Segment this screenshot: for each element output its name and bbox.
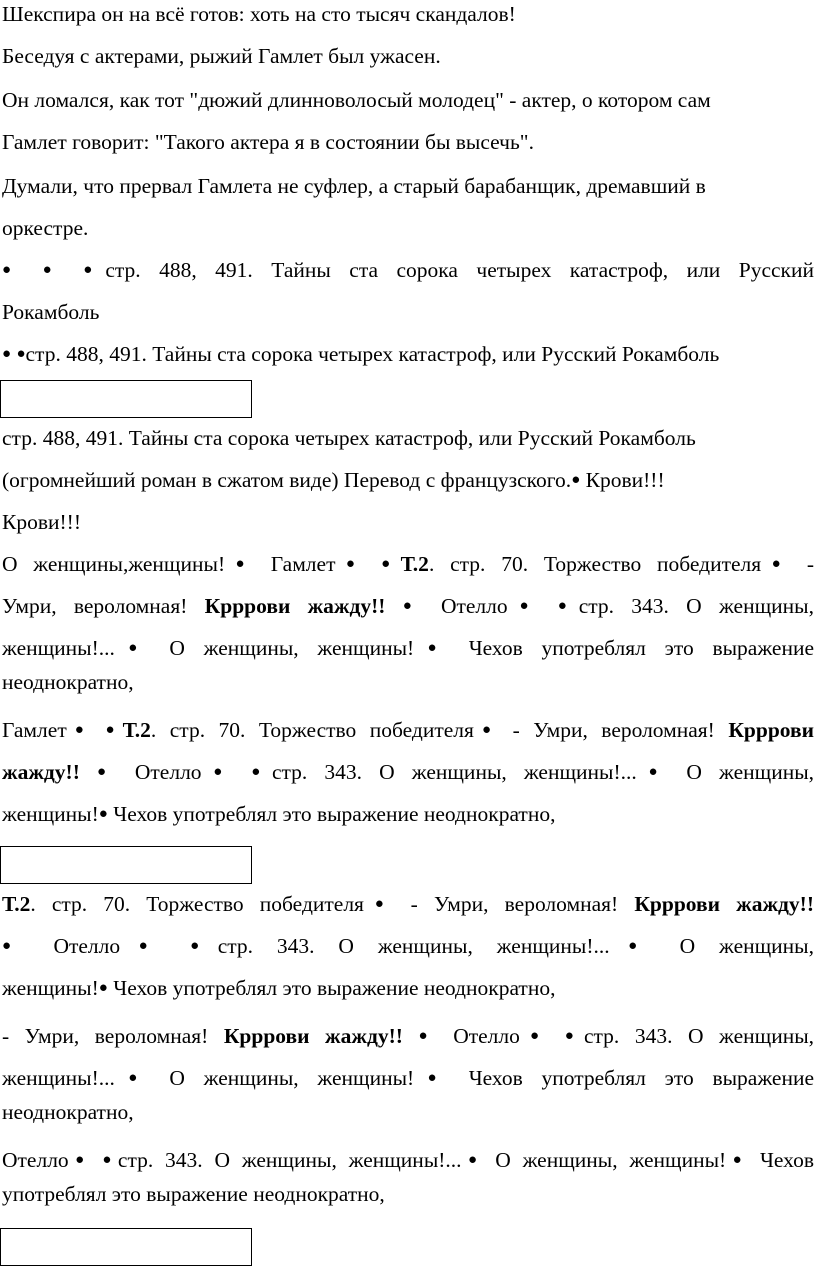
text-span: О женщины, женщины! <box>150 636 415 660</box>
text-span: Чехов <box>748 1148 814 1172</box>
text-span: стр. 488, 491. Тайны ста сорока четырех катастроф, или Русский Рокамболь <box>25 342 720 366</box>
text-span: Гамлет <box>254 552 336 576</box>
text-span: женщины!... <box>2 636 115 660</box>
text-span: О женщины, женщины! <box>150 1066 415 1090</box>
text-line-16 <box>2 668 814 696</box>
text-span: неоднократно, <box>2 670 134 694</box>
text-line-20 <box>2 890 814 921</box>
text-span: неоднократно, <box>2 1100 134 1124</box>
text-span: Думали, что прервал Гамлета не суфлер, а старый барабанщик, дремавший в <box>2 174 706 198</box>
text-line-14 <box>2 592 814 623</box>
text-line-8 <box>2 298 814 326</box>
bold-span: Т.2 <box>122 718 151 742</box>
text-span: Крови!!! <box>2 510 81 534</box>
text-span: О женщины, женщины! <box>483 1148 727 1172</box>
bullet-icon: ● <box>564 1028 584 1044</box>
bullet-icon: ● <box>473 722 500 738</box>
bullet-icon: ● <box>571 472 581 488</box>
bold-span: Т.2 <box>2 892 31 916</box>
text-span: Он ломался, как тот "дюжий длинноволосый молодец" - актер, о котором сам <box>2 88 711 112</box>
empty-box <box>0 380 252 418</box>
text-line-13 <box>2 550 814 581</box>
text-line-23 <box>2 1022 814 1053</box>
text-span: стр. 343. О женщины, <box>583 1024 814 1048</box>
text-span: О женщины,женщины! <box>2 552 226 576</box>
text-line-17 <box>2 716 814 747</box>
text-span: - Умри, вероломная! <box>394 892 635 916</box>
text-span: Отелло <box>423 594 508 618</box>
bullet-icon: ● <box>335 556 366 572</box>
text-line-3 <box>2 86 814 114</box>
empty-box <box>0 1228 252 1266</box>
text-span: стр. 343. О женщины, женщины!... <box>271 760 637 784</box>
text-line-27 <box>2 1180 814 1208</box>
bullet-icon: ● <box>42 262 65 278</box>
text-span: стр. 343. О женщины, <box>578 594 814 618</box>
bold-span: Крррови жажду!! <box>634 892 814 916</box>
text-span: Крови!!! <box>580 468 665 492</box>
text-span: женщины! <box>2 976 99 1000</box>
bullet-icon: ● <box>120 938 167 954</box>
bullet-icon: ● <box>102 1152 118 1168</box>
bullet-icon: ● <box>114 640 151 656</box>
text-span: Чехов употреблял это выражение <box>449 1066 814 1090</box>
bullet-icon: ● <box>96 764 118 780</box>
bullet-icon: ● <box>83 262 106 278</box>
text-line-15 <box>2 634 814 665</box>
text-line-19 <box>2 800 814 831</box>
text-span: О женщины, <box>655 934 814 958</box>
bullet-icon: ● <box>105 722 123 738</box>
text-span: употреблял это выражение неоднократно, <box>2 1182 385 1206</box>
bullet-icon: ● <box>461 1152 484 1168</box>
text-line-24 <box>2 1064 814 1095</box>
text-span: Отелло <box>437 1024 520 1048</box>
text-span: О женщины, <box>669 760 814 784</box>
text-span: Шекспира он на всё готов: хоть на сто тысяч скандалов! <box>2 2 516 26</box>
bullet-icon: ● <box>98 980 108 996</box>
text-line-7 <box>2 256 814 287</box>
bullet-icon: ● <box>251 764 272 780</box>
text-span: - Умри, вероломная! <box>499 718 729 742</box>
bullet-icon: ● <box>363 896 395 912</box>
text-line-1 <box>2 0 814 28</box>
text-span: Отелло <box>29 934 121 958</box>
bullet-icon: ● <box>98 806 108 822</box>
bullet-icon: ● <box>414 640 450 656</box>
text-span: Отелло <box>117 760 202 784</box>
text-span: Гамлет говорит: "Такого актера я в состоянии бы высечь". <box>2 130 534 154</box>
bullet-icon: ● <box>225 556 255 572</box>
bullet-icon: ● <box>16 346 26 362</box>
bullet-icon: ● <box>418 1028 438 1044</box>
bullet-icon: ● <box>402 598 424 614</box>
text-span: . стр. 70. Торжество победителя <box>30 892 364 916</box>
bullet-icon: ● <box>636 764 670 780</box>
bullet-icon: ● <box>2 938 30 954</box>
text-span: Рокамболь <box>2 300 100 324</box>
bullet-icon: ● <box>609 938 656 954</box>
text-span: стр. 488, 491. Тайны ста сорока четырех катастроф, или Русский Рокамболь <box>2 426 696 450</box>
text-span: Чехов употреблял это выражение неоднократно, <box>107 976 556 1000</box>
bold-span: Крррови жажду!! <box>204 594 386 618</box>
text-span: стр. 343. О женщины, женщины!... <box>117 1148 462 1172</box>
bullet-icon: ● <box>201 764 235 780</box>
text-line-26 <box>2 1146 814 1177</box>
bullet-icon: ● <box>726 1152 749 1168</box>
text-line-2 <box>2 42 814 70</box>
text-line-25 <box>2 1098 814 1126</box>
bold-span: Крррови жажду!! <box>223 1024 403 1048</box>
text-span: Гамлет <box>2 718 67 742</box>
bold-span: жажду!! <box>2 760 80 784</box>
text-span: Беседуя с актерами, рыжий Гамлет был ужасен. <box>2 44 441 68</box>
text-span: Отелло <box>2 1148 69 1172</box>
bold-span: Крррови <box>728 718 814 742</box>
bullet-icon: ● <box>381 556 401 572</box>
text-span: Чехов употреблял это выражение неоднократно, <box>107 802 556 826</box>
text-span: - <box>791 552 814 576</box>
text-line-12 <box>2 508 814 536</box>
text-span: - Умри, вероломная! <box>2 1024 224 1048</box>
empty-box <box>0 846 252 884</box>
text-span: (огромнейший роман в сжатом виде) Перевод с французского. <box>2 468 572 492</box>
bullet-icon: ● <box>190 938 218 954</box>
text-line-22 <box>2 974 814 1005</box>
text-line-9 <box>2 340 814 371</box>
bullet-icon: ● <box>519 1028 550 1044</box>
text-span: Чехов употреблял это выражение <box>449 636 814 660</box>
bullet-icon: ● <box>2 262 25 278</box>
bullet-icon: ● <box>557 598 579 614</box>
bullet-icon: ● <box>414 1070 450 1086</box>
text-span: . стр. 70. Торжество победителя <box>150 718 474 742</box>
text-line-6 <box>2 214 814 242</box>
text-span: оркестре. <box>2 216 89 240</box>
bullet-icon: ● <box>507 598 541 614</box>
text-span: стр. 343. О женщины, женщины!... <box>217 934 610 958</box>
text-line-4 <box>2 128 814 156</box>
bullet-icon: ● <box>2 346 12 362</box>
text-span: . стр. 70. Торжество победителя <box>428 552 762 576</box>
text-line-5 <box>2 172 814 200</box>
bullet-icon: ● <box>68 1152 91 1168</box>
text-line-18 <box>2 758 814 789</box>
bullet-icon: ● <box>761 556 792 572</box>
text-span: стр. 488, 491. Тайны ста сорока четырех катастроф, или Русский <box>105 258 814 282</box>
bold-span: Т.2 <box>400 552 429 576</box>
text-line-21 <box>2 932 814 963</box>
bullet-icon: ● <box>66 722 92 738</box>
text-span: женщины! <box>2 802 99 826</box>
text-line-11 <box>2 466 814 497</box>
text-span: женщины!... <box>2 1066 115 1090</box>
text-line-10 <box>2 424 814 452</box>
bullet-icon: ● <box>114 1070 151 1086</box>
text-span: Умри, вероломная! <box>2 594 205 618</box>
